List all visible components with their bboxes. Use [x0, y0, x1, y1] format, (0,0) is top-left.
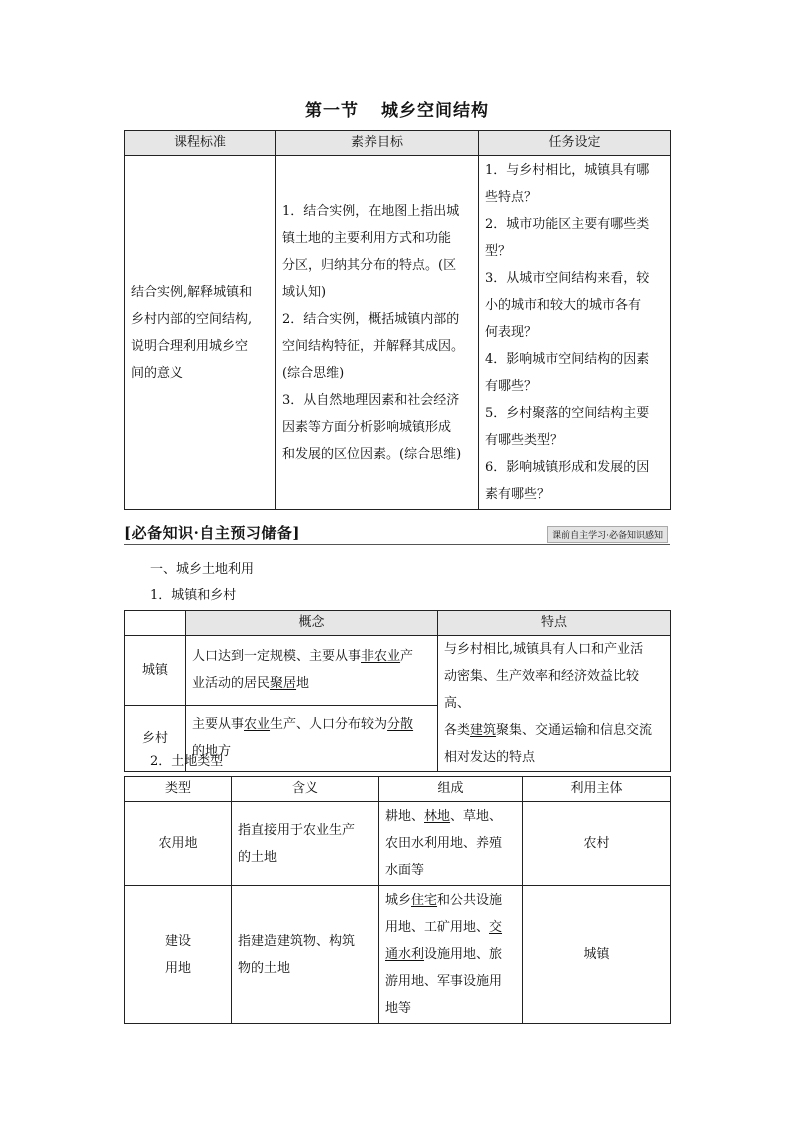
underlined-term: 住宅 [411, 893, 438, 908]
row-label-village: 乡村 [125, 705, 186, 771]
header-literacy-goals: 素养目标 [276, 131, 479, 156]
header-meaning: 含义 [232, 777, 379, 802]
underlined-term: 建筑 [470, 723, 497, 738]
town-concept-cell [186, 636, 438, 706]
land-types-header [125, 777, 671, 802]
type-cell: 农用地 [125, 802, 232, 886]
underlined-term: 聚居 [270, 676, 297, 692]
standards-table-header [125, 131, 671, 156]
text-span: 和公共设施 用地、工矿用地、 [385, 893, 503, 935]
text-span: 主要从事 [192, 717, 245, 733]
literacy-goals-cell: 1．结合实例，在地图上指出城 镇土地的主要利用方式和功能 分区，归纳其分布的特点。(区 域认知) 2．结合实例，概括城镇内部的 空间结构特征，并解释其成因。 (综合思维) 3．从自然地理因素和社会经济 因素等方面分析影响城镇形成 和发展的区位因素。(综合思维) [276, 156, 479, 510]
user-cell: 农村 [523, 802, 671, 886]
user-cell: 城镇 [523, 886, 671, 1024]
text-span: 、草地、 农田水利用地、养殖 水面等 [385, 809, 503, 878]
text-span: 人口达到一定规模、主要从事 [192, 649, 362, 665]
section-heading: [必备知识·自主预习储备] [124, 524, 300, 542]
text-span: 聚集、交通运输和信息交流 相对发达的特点 [444, 723, 653, 765]
composition-cell [379, 802, 523, 886]
type-cell: 建设 用地 [125, 886, 232, 1024]
table-row [125, 886, 671, 1024]
land-types-table [124, 776, 671, 1024]
text-span: 生产、人口分布较为 [270, 717, 388, 733]
underlined-term: 交 通水利 [385, 920, 503, 962]
table-row [125, 802, 671, 886]
subheading-land-types: 2．土地类型 [150, 754, 224, 769]
header-course-standard: 课程标准 [125, 131, 276, 156]
town-village-header [125, 611, 671, 636]
text-span: 的地方 [192, 744, 232, 760]
underlined-term: 非农业 [361, 649, 401, 665]
text-span: 耕地、 [385, 809, 425, 824]
composition-cell [379, 886, 523, 1024]
feature-cell [438, 636, 671, 772]
text-span: 设施用地、旅 游用地、军事设施用 地等 [385, 947, 503, 1016]
standards-table [124, 130, 671, 510]
standards-table-row [125, 156, 671, 510]
header-user: 利用主体 [523, 777, 671, 802]
section-tag: 课前自主学习·必备知识感知 [547, 526, 668, 543]
subheading-town-village: 1．城镇和乡村 [150, 588, 237, 603]
header-feature: 特点 [438, 611, 671, 636]
underlined-term: 农业 [244, 717, 271, 733]
town-village-table [124, 610, 671, 772]
page-title [0, 96, 794, 121]
tasks-cell: 1．与乡村相比，城镇具有哪 些特点？ 2．城市功能区主要有哪些类 型？ 3．从城市空间结构来看，较 小的城市和较大的城市各有 何表现？ 4．影响城市空间结构的因素 有哪些？ 5．乡村聚落的空间结构主要 有哪些类型？ 6．影响城镇形成和发展的因 素有哪些？ [479, 156, 671, 510]
header-concept: 概念 [186, 611, 438, 636]
text-span: 城乡 [385, 893, 412, 908]
header-blank [125, 611, 186, 636]
header-tasks: 任务设定 [479, 131, 671, 156]
text-span: 地 [296, 676, 310, 692]
text-span: 与乡村相比,城镇具有人口和产业活 动密集、生产效率和经济效益比较高、 各类 [444, 642, 644, 738]
header-composition: 组成 [379, 777, 523, 802]
part-heading: 一、城乡土地利用 [150, 562, 255, 577]
title-text: 城乡空间结构 [381, 101, 489, 121]
row-label-town: 城镇 [125, 636, 186, 706]
text-span: 产 业活动的居民 [192, 649, 414, 692]
table-row [125, 636, 671, 706]
section-divider [124, 544, 670, 545]
course-standard-cell: 结合实例,解释城镇和 乡村内部的空间结构, 说明合理利用城乡空 间的意义 [125, 156, 276, 510]
title-section-number: 第一节 [305, 101, 359, 121]
underlined-term: 分散 [387, 717, 414, 733]
village-concept-cell [186, 705, 438, 771]
underlined-term: 林地 [424, 809, 451, 824]
header-type: 类型 [125, 777, 232, 802]
meaning-cell: 指直接用于农业生产 的土地 [232, 802, 379, 886]
meaning-cell: 指建造建筑物、构筑 物的土地 [232, 886, 379, 1024]
section-header [124, 520, 670, 546]
